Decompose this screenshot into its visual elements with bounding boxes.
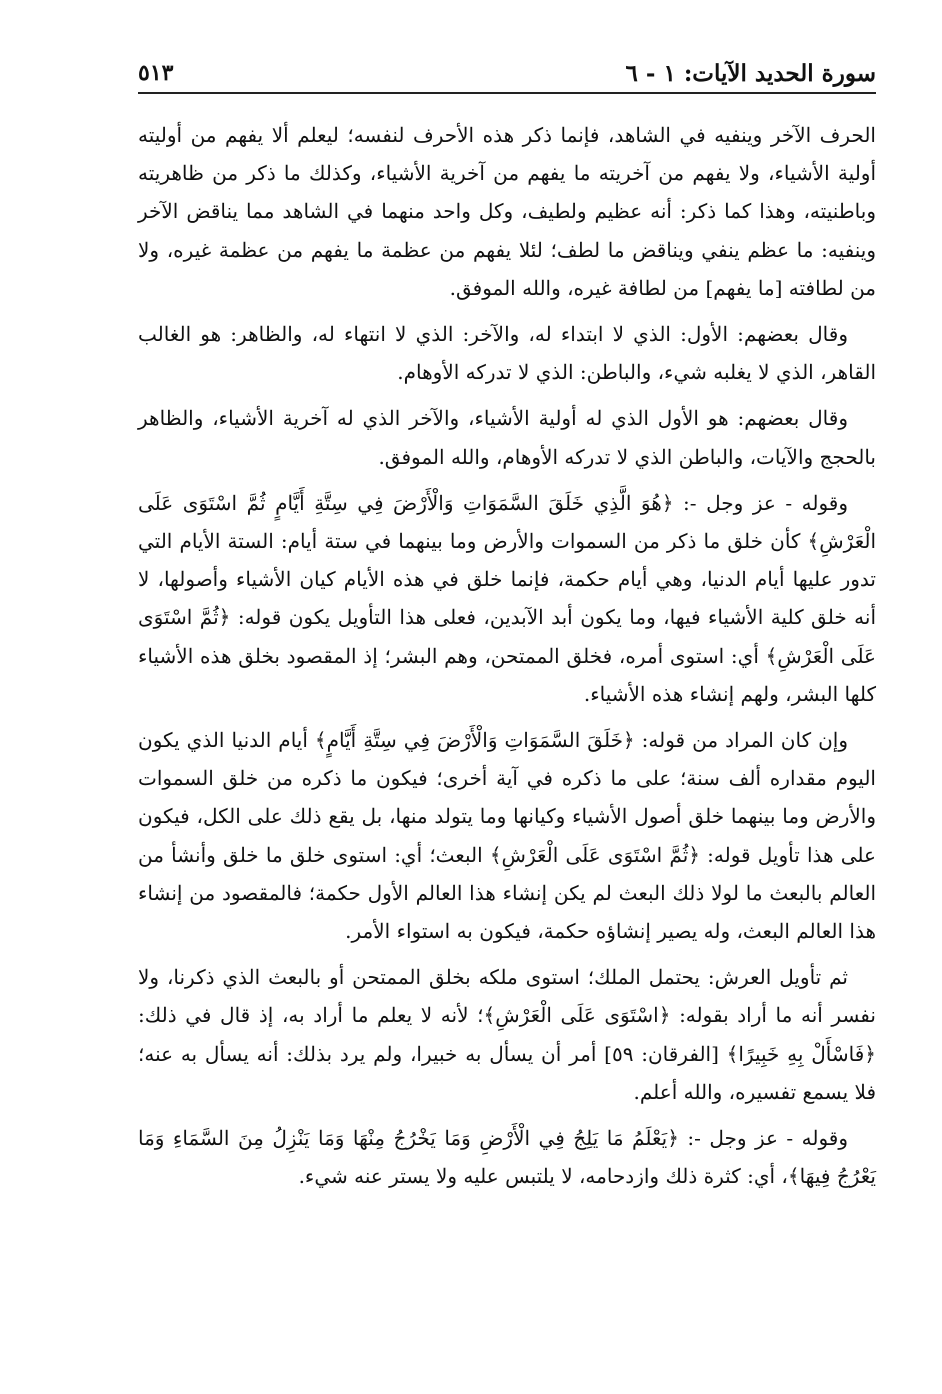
paragraph: وقال بعضهم: هو الأول الذي له أولية الأشياء، والآخر الذي له آخرية الأشياء، والظاهر بالحجج والآيات، والباطن الذي لا تدركه الأوهام، والله الموفق. (138, 406, 876, 469)
book-page (138, 58, 876, 1203)
paragraph: وقوله - عز وجل -: ﴿هُوَ الَّذِي خَلَقَ السَّمَوَاتِ وَالْأَرْضَ فِي سِتَّةِ أَيَّامٍ ثُمَّ اسْتَوَى عَلَى الْعَرْشِ﴾ كأن خلق ما ذكر من السموات والأرض وما بينهما في ستة أيام: الستة الأيام التي تدور عليها أيام الدنيا، وهي أيام حكمة، فإنما خلق في هذه الأيام كيان الأشياء وأصولها، لا أنه خلق كلية الأشياء فيها، وما يكون أبد الآبدين، فعلى هذا التأويل يكون قوله: ﴿ثُمَّ اسْتَوَى عَلَى الْعَرْشِ﴾ أي: استوى أمره، فخلق الممتحن، وهم البشر؛ إذ المقصود بخلق هذه الأشياء كلها البشر، ولهم إنشاء هذه الأشياء. (138, 490, 877, 706)
paragraph: الحرف الآخر وينفيه في الشاهد، فإنما ذكر هذه الأحرف لنفسه؛ ليعلم ألا يفهم من أوليته أولية الأشياء، ولا يفهم من آخريته ما يفهم من آخرية الأشياء، وكذلك ما ذكر من ظاهريته وباطنيته، وهذا كما ذكر: أنه عظيم ولطيف، وكل واحد منهما في الشاهد مما يناقض الآخر وينفيه: ما عظم ينفي ويناقض ما لطف؛ لئلا يفهم من عظمة ما يفهم من عظمة غيره، ولا من لطافته [ما يفهم] من لطافة غيره، والله الموفق. (138, 123, 876, 300)
running-title: سورة الحديد الآيات: ١ - ٦ (625, 60, 876, 87)
paragraph: وإن كان المراد من قوله: ﴿خَلَقَ السَّمَوَاتِ وَالْأَرْضَ فِي سِتَّةِ أَيَّامٍ﴾ أيام الدنيا الذي يكون اليوم مقداره ألف سنة؛ على ما ذكره في آية أخرى؛ فيكون ما ذكره من خلق السموات والأرض وما بينهما خلق أصول الأشياء وكيانها وما يتولد منها، بل يقع ذلك على الكل، فيكون على هذا تأويل قوله: ﴿ثُمَّ اسْتَوَى عَلَى الْعَرْشِ﴾ البعث؛ أي: استوى خلق ما خلق وأنشأ من العالم بالبعث ما لولا ذلك البعث لم يكن إنشاء هذا العالم الأول حكمة؛ فالمقصود من إنشاء هذا العالم البعث، وله يصير إنشاؤه حكمة، فيكون به استواء الأمر. (138, 728, 876, 944)
paragraph: ثم تأويل العرش: يحتمل الملك؛ استوى ملكه بخلق الممتحن أو بالبعث الذي ذكرنا، ولا نفسر أنه ما أراد بقوله: ﴿اسْتَوَى عَلَى الْعَرْشِ﴾؛ لأنه لا يعلم ما أراد به، إذ قال في ذلك: ﴿فَاسْأَلْ بِهِ خَبِيرًا﴾ [الفرقان: ٥٩] أمر أن يسأل به خبيرا، ولم يرد بذلك: أنه يسأل به عنه؛ فلا يسمع تفسيره، والله أعلم. (138, 965, 876, 1104)
page-body (138, 116, 876, 1195)
paragraph: وقال بعضهم: الأول: الذي لا ابتداء له، والآخر: الذي لا انتهاء له، والظاهر: هو الغالب القاهر، الذي لا يغلبه شيء، والباطن: الذي لا تدركه الأوهام. (138, 322, 876, 385)
page-number: ٥١٣ (138, 60, 174, 86)
paragraph: وقوله - عز وجل -: ﴿يَعْلَمُ مَا يَلِجُ فِي الْأَرْضِ وَمَا يَخْرُجُ مِنْهَا وَمَا يَنْزِلُ مِنَ السَّمَاءِ وَمَا يَعْرُجُ فِيهَا﴾، أي: كثرة ذلك وازدحامه، لا يلتبس عليه ولا يستر عنه شيء. (138, 1126, 876, 1189)
page-header (138, 58, 876, 94)
